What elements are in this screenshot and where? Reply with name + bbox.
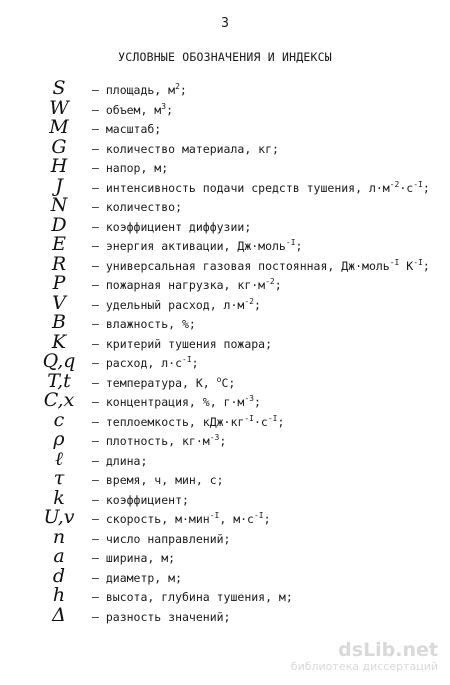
notation-symbol: d <box>52 564 66 587</box>
watermark-logo-text: dsLib.net <box>338 639 438 661</box>
unit-exponent: -I <box>413 179 423 189</box>
unit-exponent: -I <box>244 413 254 423</box>
unit-exponent: 2 <box>175 82 180 91</box>
description-text: – пожарная нагрузка, кг·м <box>92 278 266 292</box>
unit-exponent: -I <box>285 238 296 247</box>
page-number: 3 <box>221 16 229 31</box>
description-text: ; <box>253 297 261 312</box>
notation-description <box>92 219 251 235</box>
notation-description <box>92 316 196 332</box>
description-text: – количество; <box>92 200 183 214</box>
notation-symbol: H <box>50 155 68 177</box>
notation-description <box>92 550 175 566</box>
notation-symbol: W <box>49 96 69 119</box>
description-text: – коэффициент диффузии; <box>92 219 252 234</box>
unit-exponent: -I <box>209 511 220 520</box>
notation-symbol: ℓ <box>55 447 63 470</box>
description-text: ; <box>166 102 174 117</box>
description-text: – теплоемкость, кДж·кг <box>92 414 245 429</box>
description-text: ; <box>179 83 187 97</box>
notation-symbol: τ <box>53 467 65 489</box>
description-text: – время, ч, мин, с; <box>92 473 224 487</box>
notation-symbol: Δ <box>52 603 66 626</box>
notation-description <box>92 102 173 118</box>
description-text: С; <box>221 375 236 390</box>
description-text: – универсальная газовая постоянная, Дж·моль <box>92 258 390 273</box>
unit-exponent: -2 <box>389 179 400 189</box>
description-text: – разность значений; <box>92 609 231 624</box>
notation-description <box>92 492 189 508</box>
notation-symbol: D <box>51 213 67 236</box>
description-text: – удельный расход, л·м <box>92 297 245 312</box>
page-heading: УСЛОВНЫЕ ОБОЗНАЧЕНИЯ И ИНДЕКСЫ <box>118 50 332 64</box>
description-text: ; <box>219 434 227 448</box>
unit-exponent: -3 <box>244 394 254 403</box>
notation-symbol: P <box>52 272 66 294</box>
notation-symbol: a <box>53 545 65 567</box>
unit-exponent: -2 <box>244 296 254 306</box>
notation-symbol: N <box>50 194 68 216</box>
notation-symbol: S <box>52 77 66 99</box>
notation-description <box>92 297 261 313</box>
description-text: – концентрация, %, г·м <box>92 395 245 409</box>
notation-symbol: T,t <box>47 369 71 392</box>
description-text: ; <box>253 395 261 409</box>
unit-exponent: -2 <box>265 277 275 286</box>
description-text: ; <box>274 278 282 292</box>
notation-description <box>92 570 182 586</box>
notation-description <box>92 199 182 215</box>
notation-symbol: G <box>51 135 67 158</box>
notation-description <box>92 531 230 547</box>
description-text: ·с <box>399 180 414 195</box>
notation-description <box>92 355 199 371</box>
notation-symbol: h <box>52 584 66 606</box>
notation-description <box>92 258 430 274</box>
description-text: ; <box>191 356 199 370</box>
description-text: ; <box>295 239 303 253</box>
description-text: – длина; <box>92 453 148 468</box>
description-text: – интенсивность подачи средств тушения, л·м <box>92 180 390 195</box>
notation-description <box>92 472 224 488</box>
notation-symbol: n <box>52 525 66 548</box>
notation-description <box>92 511 271 527</box>
unit-exponent: -I <box>389 257 400 267</box>
notation-description <box>92 121 161 137</box>
description-text: – критерий тушения пожара; <box>92 336 273 351</box>
description-text: ; <box>422 180 430 195</box>
description-text: – ширина, м; <box>92 551 176 565</box>
unit-exponent: -3 <box>209 433 220 442</box>
notation-symbol: U,v <box>43 506 75 528</box>
description-text: ·с <box>253 414 268 429</box>
notation-symbol: ρ <box>53 428 65 450</box>
notation-description <box>92 82 187 98</box>
description-text: – диаметр, м; <box>92 570 183 585</box>
notation-symbol: V <box>52 291 66 314</box>
notation-description <box>92 141 279 157</box>
description-text: К <box>399 258 414 273</box>
description-text: – напор, м; <box>92 161 169 175</box>
description-text: – плотность, кг·м <box>92 434 210 448</box>
description-text: – расход, л·с <box>92 356 183 370</box>
notation-symbol: k <box>53 486 65 509</box>
description-text: – число направлений; <box>92 531 231 546</box>
unit-exponent: -I <box>182 355 192 364</box>
description-text: – скорость, м·мин <box>92 512 210 526</box>
notation-description <box>92 394 261 410</box>
watermark-subtitle: библиотека диссертаций <box>290 660 438 673</box>
notation-row <box>0 603 450 627</box>
unit-exponent: -I <box>253 511 264 520</box>
unit-exponent: -I <box>267 413 278 423</box>
notation-symbol: E <box>52 233 66 255</box>
notation-symbol: c <box>53 408 65 431</box>
description-text: – площадь, м <box>92 83 176 97</box>
unit-exponent: -I <box>413 257 423 267</box>
notation-description <box>92 453 147 469</box>
description-text: – влажность, %; <box>92 317 196 331</box>
description-text: – объем, м <box>92 102 162 117</box>
notation-description <box>92 609 230 625</box>
notation-symbol: M <box>49 116 69 138</box>
notation-symbol: C,x <box>43 389 75 411</box>
notation-description <box>92 589 293 605</box>
notation-symbol: B <box>52 311 66 333</box>
description-text: ; <box>277 414 285 429</box>
notation-description <box>92 336 272 352</box>
unit-exponent: о <box>216 374 222 384</box>
description-text: – коэффициент; <box>92 492 189 507</box>
description-text: ; <box>422 258 430 273</box>
description-text: – энергия активации, Дж·моль <box>92 239 286 253</box>
notation-description <box>92 277 282 293</box>
notation-symbol: Q,q <box>42 350 76 372</box>
description-text: – температура, К, <box>92 375 217 390</box>
notation-symbol: J <box>55 174 63 197</box>
description-text: – высота, глубина тушения, м; <box>92 590 293 604</box>
notation-description <box>92 180 430 196</box>
watermark <box>291 640 438 673</box>
description-text: – количество материала, кг; <box>92 141 279 156</box>
unit-exponent: 3 <box>161 101 167 111</box>
description-text: – масштаб; <box>92 122 162 136</box>
description-text: , м·с <box>219 512 254 526</box>
description-text: ; <box>263 512 271 526</box>
notation-description <box>92 414 284 430</box>
notation-description <box>92 160 168 176</box>
notation-symbol: R <box>51 252 67 275</box>
notation-description <box>92 433 226 449</box>
notation-symbol: K <box>51 330 67 353</box>
notation-description <box>92 375 235 391</box>
notation-description <box>92 238 302 254</box>
